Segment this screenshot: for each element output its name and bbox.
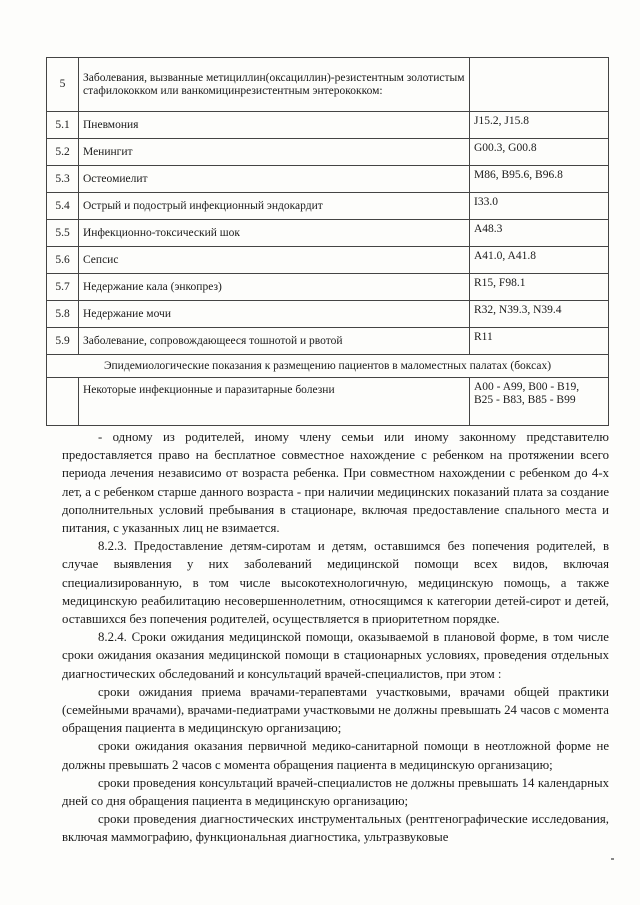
icd-codes: R11 xyxy=(470,328,609,355)
icd-codes-line: A00 - A99, B00 - B19, xyxy=(474,381,580,393)
icd-codes: A41.0, A41.8 xyxy=(470,247,609,274)
icd-codes-line: B25 - B83, B85 - B99 xyxy=(474,394,576,406)
icd-codes: R32, N39.3, N39.4 xyxy=(470,301,609,328)
icd-codes: J15.2, J15.8 xyxy=(470,112,609,139)
table-row xyxy=(47,328,609,355)
disease-name: Недержание кала (энкопрез) xyxy=(79,274,470,301)
table-row xyxy=(47,112,609,139)
paragraph-waiting-therapist: сроки ожидания приема врачами-терапевтами участковыми, врачами общей практики (семейными врачами), врачами-педиатрами участковыми не должны превышать 24 часов с момента обращения пациента в медицинскую организацию; xyxy=(62,684,609,736)
disease-name: Менингит xyxy=(79,139,470,166)
row-number: 5.7 xyxy=(47,274,79,301)
icd-codes xyxy=(470,58,609,112)
disease-name: Заболевания, вызванные метициллин(оксациллин)-резистентным золотистым стафилококком или ванкомицинрезистентным энтерококком: xyxy=(79,58,470,112)
disease-name: Пневмония xyxy=(79,112,470,139)
paragraph-waiting-specialists: сроки проведения консультаций врачей-специалистов не должны превышать 14 календарных дней со дня обращения пациента в медицинскую организацию; xyxy=(62,775,609,809)
icd-codes: M86, B95.6, B96.8 xyxy=(470,166,609,193)
paragraph-8-2-4: 8.2.4. Сроки ожидания медицинской помощи, оказываемой в плановой форме, в том числе сроки ожидания оказания медицинской помощи в стационарных условиях, проведения отдельных диагностических обследований и консультаций врачей-специалистов, при этом : xyxy=(62,630,609,681)
table-row xyxy=(47,58,609,112)
paragraph-waiting-diagnostics: сроки проведения диагностических инструментальных (рентгенографические исследования, включая маммографию, функциональная диагностика, ультразвуковые xyxy=(62,812,609,845)
paragraph-waiting-urgent: сроки ожидания оказания первичной медико-санитарной помощи в неотложной форме не должны превышать 2 часов с момента обращения пациента в медицинскую организацию; xyxy=(62,739,609,772)
table-section-header-row xyxy=(47,355,609,378)
row-number: 5.8 xyxy=(47,301,79,328)
table-row xyxy=(47,220,609,247)
icd-codes: I33.0 xyxy=(470,193,609,220)
disease-name: Недержание мочи xyxy=(79,301,470,328)
table-row xyxy=(47,193,609,220)
table-row xyxy=(47,301,609,328)
scan-speck xyxy=(611,858,614,860)
row-number: 5.5 xyxy=(47,220,79,247)
row-number: 5 xyxy=(47,58,79,112)
row-number: 5.1 xyxy=(47,112,79,139)
row-number: 5.2 xyxy=(47,139,79,166)
icd-codes: A48.3 xyxy=(470,220,609,247)
paragraph-parent-stay: - одному из родителей, иному члену семьи или иному законному представителю предоставляется право на бесплатное совместное нахождение с ребенком на протяжении всего периода лечения независимо от возраста ребенка. При совместном нахождении с ребенком до 4-х лет, а с ребенком старше данного возраста - при наличии медицинских показаний плата за создание дополнительных условий пребывания в стационаре, включая предоставление спального места и питания, с указанных лиц не взимается. xyxy=(62,430,609,536)
disease-name: Заболевание, сопровождающееся тошнотой и рвотой xyxy=(79,328,470,355)
disease-name: Острый и подострый инфекционный эндокардит xyxy=(79,193,470,220)
paragraph-8-2-3: 8.2.3. Предоставление детям-сиротам и детям, оставшимся без попечения родителей, в случае выявления у них заболеваний медицинской помощи всех видов, включая специализированную, в том числе высокотехнологичную, медицинскую помощь, а также медицинскую реабилитацию несовершеннолетним, относящимся к категории детей-сирот и детей, оставшихся без попечения родителей, осуществляется в приоритетном порядке. xyxy=(62,539,609,627)
section-header: Эпидемиологические показания к размещению пациентов в маломестных палатах (боксах) xyxy=(47,355,609,378)
icd-codes: G00.3, G00.8 xyxy=(470,139,609,166)
table-row xyxy=(47,139,609,166)
table-row xyxy=(47,378,609,426)
table-row xyxy=(47,274,609,301)
disease-name: Инфекционно-токсический шок xyxy=(79,220,470,247)
body-text xyxy=(62,428,609,847)
table-row xyxy=(47,247,609,274)
row-number: 5.4 xyxy=(47,193,79,220)
disease-name: Некоторые инфекционные и паразитарные болезни xyxy=(79,378,470,426)
disease-name: Остеомиелит xyxy=(79,166,470,193)
table-row xyxy=(47,166,609,193)
icd-codes: R15, F98.1 xyxy=(470,274,609,301)
disease-name: Сепсис xyxy=(79,247,470,274)
icd-codes xyxy=(470,378,609,426)
row-number xyxy=(47,378,79,426)
row-number: 5.3 xyxy=(47,166,79,193)
row-number: 5.9 xyxy=(47,328,79,355)
diagnosis-codes-table xyxy=(46,57,609,426)
row-number: 5.6 xyxy=(47,247,79,274)
